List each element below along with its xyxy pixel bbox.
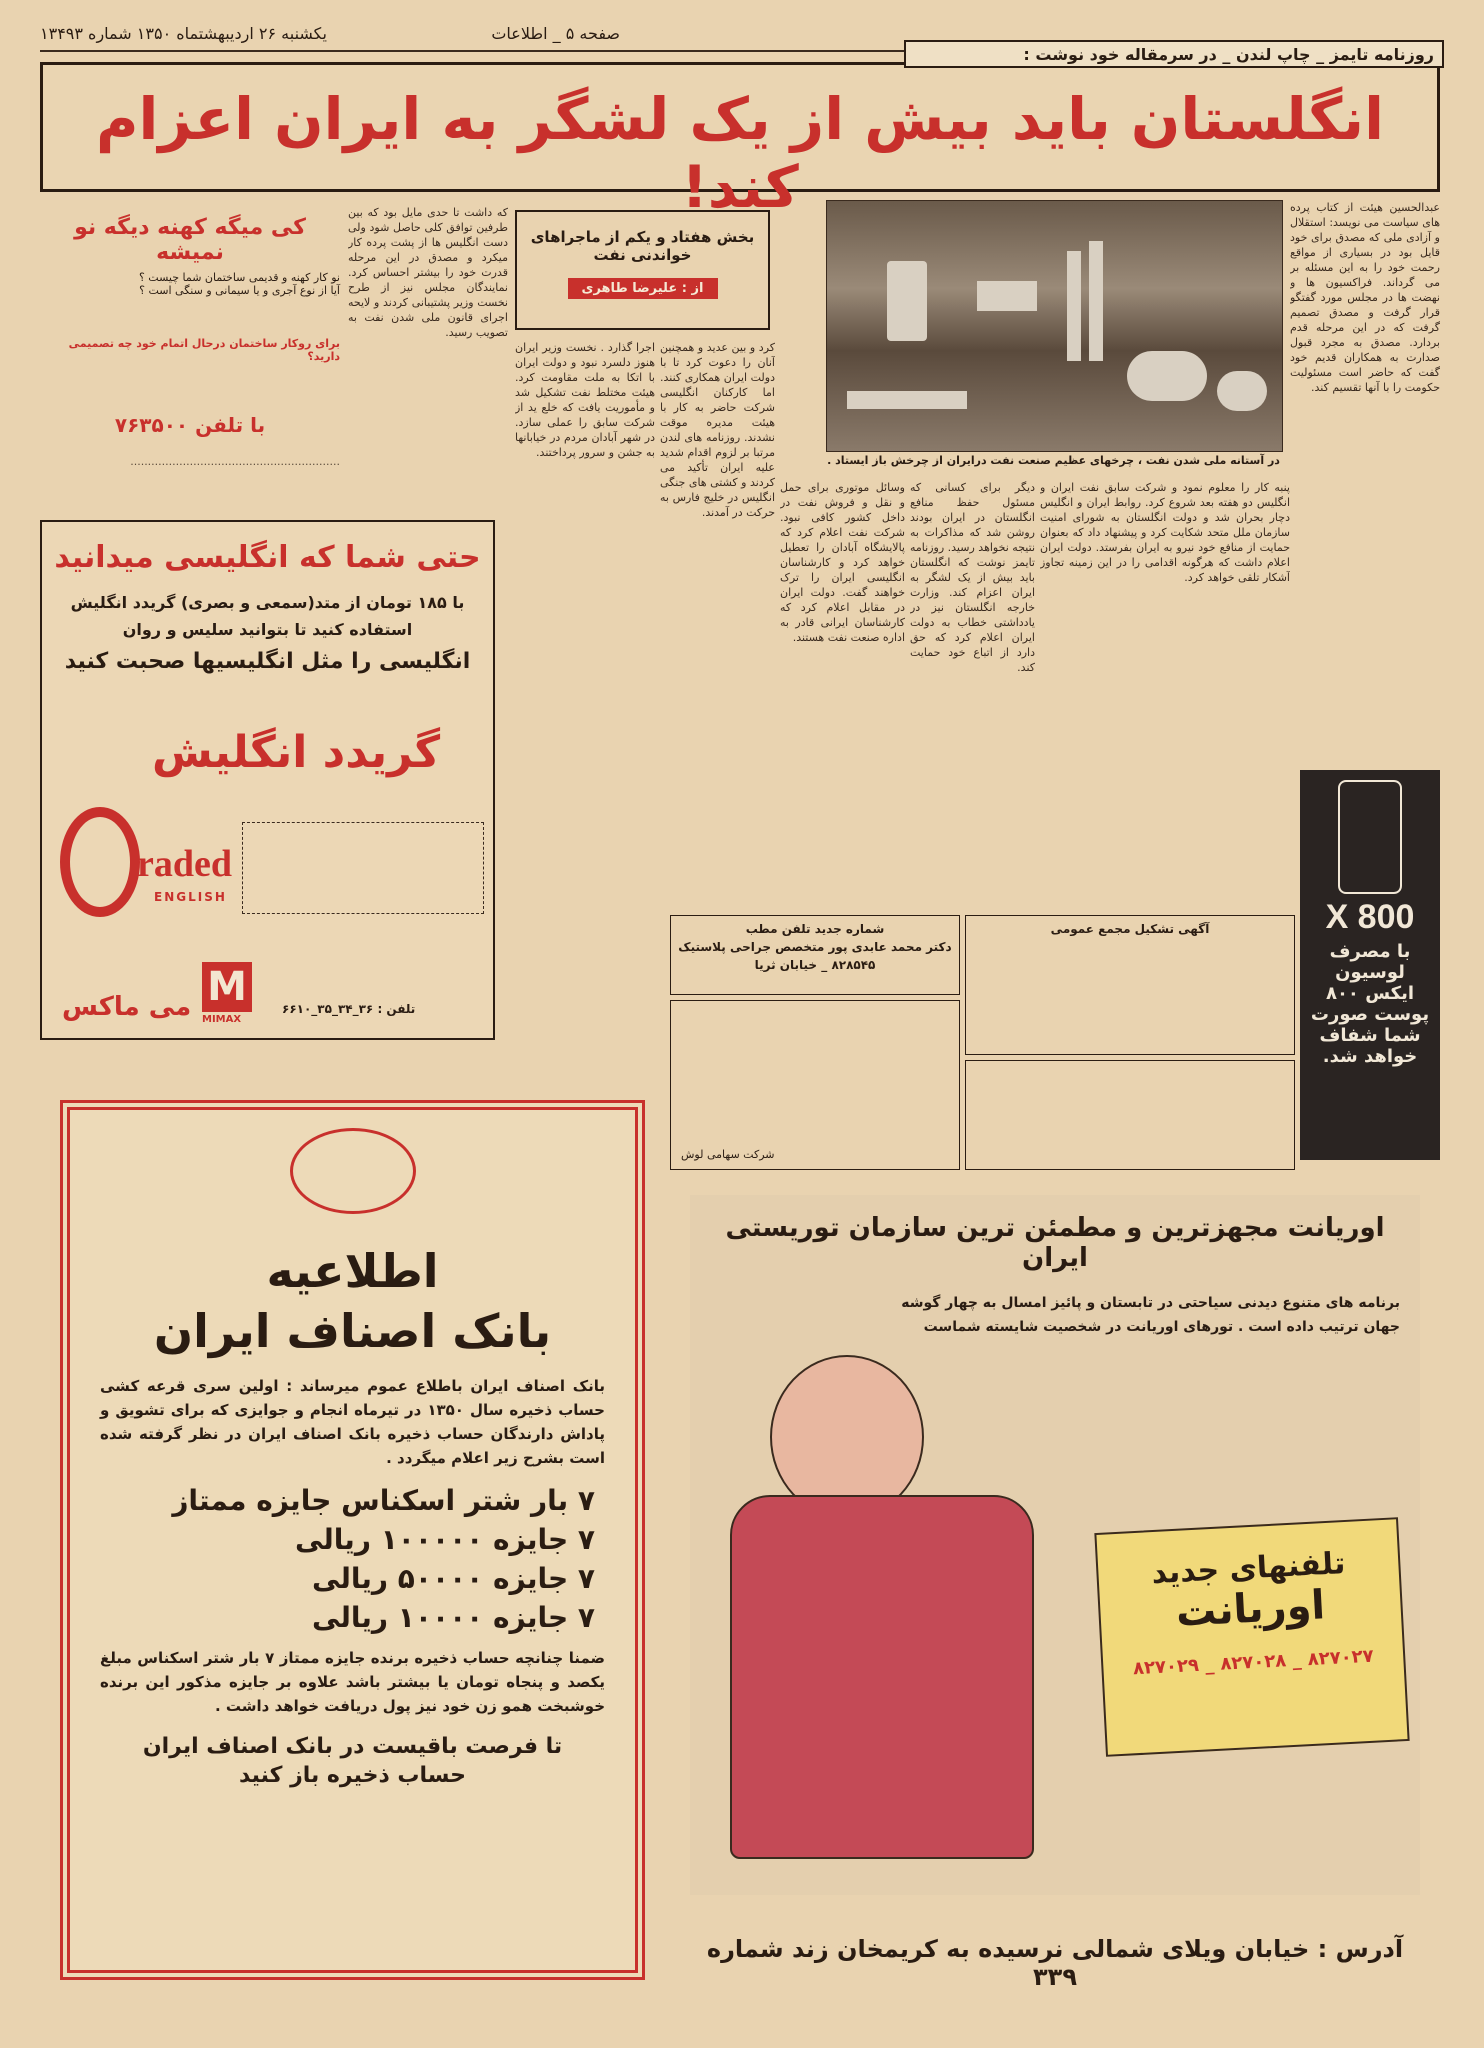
orient-sign1: تلفنهای جدید	[1150, 1546, 1347, 1592]
mimax-logo-icon: M	[202, 962, 252, 1012]
bank-close1: تا فرصت باقیست در بانک اصناف ایران	[142, 1734, 563, 1759]
man-body-illustration	[730, 1495, 1034, 1859]
article-column-3: دیگر برای کسانی که مسئول حفظ منافع انگلستان در ایران بودند روشن شد که مذاکرات به نتیجه نخواهد رسید. روزنامه تایمز نوشت که انگلستان باید بیش از یک لشگر به ایران اعزام کند. وزارت خارجه انگلستان نیز در یادداشتی خطاب به دولت ایران اعلام کرد که حق دارد از اتباع خود حمایت کند.	[910, 481, 1035, 674]
series-box	[515, 210, 770, 330]
page-number: صفحه ۵ _ اطلاعات	[491, 24, 620, 43]
x800-text3: ایکس ۸۰۰	[1325, 983, 1415, 1004]
banner-headline: انگلستان باید بیش از یک لشگر به ایران اعزام کند!	[96, 85, 1384, 221]
x800-brand: X 800	[1325, 898, 1415, 936]
issue-info: یکشنبه ۲۶ اردیبهشتماه ۱۳۵۰ شماره ۱۳۴۹۳	[40, 24, 327, 43]
bank-intro: بانک اصناف ایران باطلاع عموم میرساند : اولین سری قرعه کشی حساب ذخیره سال ۱۳۵۰ در تیرماه انجام و جوایزی که برای تشویق و پاداش دارندگان حساب ذخیره بانک اصناف ایران در نظر گرفته شده است بشرح زیر اعلام میگردد .	[100, 1377, 605, 1467]
orient-sign2: اوریانت	[1174, 1582, 1327, 1636]
banner	[40, 62, 1440, 221]
doctor-notice-title: شماره جدید تلفن مطب	[745, 922, 885, 936]
english-ad-line1: با ۱۸۵ تومان از متد(سمعی و بصری) گریدد انگلیش	[70, 593, 465, 612]
photo-caption: در آستانه ملی شدن نفت ، چرخهای عظیم صنعت نفت درایران از چرخش باز ایستاد .	[827, 454, 1280, 467]
english-ad-brand-en2: ENGLISH	[154, 890, 227, 904]
renovation-phone: با تلفن ۷۶۳۵۰۰	[114, 413, 266, 437]
meeting-company: شرکت سهامی لوش	[681, 1148, 775, 1161]
x800-text6: خواهد شد.	[1322, 1046, 1418, 1067]
article-column-1: عبدالحسین هیئت از کتاب پرده های سیاست می نویسد: استقلال و آزادی ملی که مصدق برای خود قایل بود در بسیاری از مواقع رحمت خود را به این مسئله بر می گرداند. فراکسیون ها و نهضت ها در مجلس مورد گفتگو قرار گرفت و مصدق تصمیم گرفت که در این مرحله قدم بردارد. مصدق به مجرد قبول صدارت به همکاران قدیم خود گفت که حاضر است مسئولیت حکومت را با آنها تقسیم کند.	[1290, 201, 1440, 394]
oil-refinery-photo	[826, 200, 1283, 452]
english-ad-brand: گریدد انگلیش	[152, 727, 441, 778]
bank-title2: بانک اصناف ایران	[153, 1304, 552, 1358]
renovation-line2: آیا از نوع آجری و یا سیمانی و سنگی است ؟	[139, 284, 340, 297]
graded-english-ad	[40, 520, 495, 1040]
bank-prize3: ۷ جایزه ۵۰۰۰۰ ریالی	[312, 1562, 595, 1595]
x800-text5: شما شفاف	[1319, 1025, 1421, 1046]
doctor-name: دکتر محمد عابدی پور متخصص جراحی پلاستیک	[678, 940, 952, 954]
renovation-line3: برای روکار ساختمان درحال اتمام خود چه تصمیمی دارید؟	[68, 337, 340, 363]
orient-phones: ۸۲۷۰۲۷ _ ۸۲۷۰۲۸ _ ۸۲۷۰۲۹	[1132, 1645, 1375, 1680]
bank-prize2: ۷ جایزه ۱۰۰۰۰۰ ریالی	[294, 1523, 595, 1556]
bank-prize1: ۷ بار شتر اسکناس جایزه ممتاز	[172, 1484, 595, 1517]
renovation-title: کی میگه کهنه دیگه نو نمیشه	[74, 215, 306, 265]
english-ad-brand-en: raded	[137, 843, 232, 885]
orient-tours-ad	[690, 1195, 1420, 1895]
renovation-line1: نو کار کهنه و قدیمی ساختمان شما چیست ؟	[138, 271, 340, 284]
company-notice	[965, 1060, 1295, 1170]
mimax-en: MIMAX	[202, 1014, 242, 1025]
x800-text1: با مصرف	[1329, 941, 1411, 962]
english-ad-line3: انگلیسی را مثل انگلیسیها صحبت کنید	[64, 649, 471, 674]
article-column-5: کرد و بین عدید و همچنین آنان را دعوت کرد تا با دولت ایران همکاری کنند. اما کارکنان انگلیسی شرکت حاضر به کار با هیئت مدیره موقت نشدند. روزنامه های لندن مرتبا بر لزوم اقدام شدید علیه ایران تأکید می کردند و کشتی های جنگی انگلیس در خلیج فارس به حرکت در آمدند.	[660, 341, 775, 519]
series-author: از : علیرضا طاهری	[568, 278, 718, 299]
bank-emblem-icon	[290, 1128, 416, 1214]
bank-prize4: ۷ جایزه ۱۰۰۰۰ ریالی	[312, 1601, 595, 1634]
orient-sub1: برنامه های متنوع دیدنی سیاحتی در تابستان و پائیز امسال به چهار گوشه	[901, 1295, 1400, 1311]
english-ad-line2: استفاده کنید تا بتوانید سلیس و روان	[122, 620, 413, 639]
article-column-4: وسائل موتوری برای حمل و نقل و فروش نفت در داخل کشور کافی نبود. شرکت نفت اعلام کرد که پالایشگاه آبادان را تعطیل خواهد کرد و کارشناسان انگلیسی ایران را ترک خواهند گفت. دولت ایران در مقابل اعلام کرد که کارشناسان ایرانی قادر به اداره صنعت نفت هستند.	[780, 481, 905, 644]
phone-sign	[1094, 1517, 1409, 1757]
english-ad-phone: تلفن : ۳۶_۳۴_۳۵_۶۶۱۰	[282, 1002, 416, 1016]
english-ad-title: حتی شما که انگلیسی میدانید	[54, 540, 481, 575]
renovation-ad: کی میگه کهنه دیگه نو نمیشه نو کار کهنه و قدیمی ساختمان شما چیست ؟ آیا از نوع آجری و یا سیمانی و سنگی است ؟ برای روکار ساختمان درحال اتمام خود چه تصمیمی دارید؟ با تلفن ۷۶۳۵۰۰ ............................................................	[40, 215, 340, 515]
banner-kicker: روزنامه تایمز _ چاپ لندن _ در سرمقاله خود نوشت :	[904, 40, 1444, 68]
x800-text4: پوست صورت	[1310, 1004, 1430, 1025]
bank-title1: اطلاعیه	[266, 1244, 439, 1298]
general-meeting-box	[670, 1000, 960, 1170]
bank-note: ضمنا چنانچه حساب ذخیره برنده جایزه ممتاز ۷ بار شتر اسکناس مبلغ یکصد و پنجاه تومان یا بیشتر باشد علاوه بر جایزه مذکور این برنده خوشبخت همو زن خود نیز پول دریافت خواهد داشت .	[100, 1649, 606, 1715]
mimax-label: می ماکس	[62, 992, 192, 1022]
x800-bottle-icon	[1338, 780, 1402, 894]
article-column-2: پنبه کار را معلوم نمود و شرکت سابق نفت ایران و انگلیس دو هفته بعد شروع کرد. روابط ایران و انگلیس دچار بحران شد و دولت انگلستان به شورای امنیت سازمان ملل متحد شکایت کرد و پیشنهاد داد که بعنوان حمایت از منافع خود نیرو به ایران بفرستد. دولت ایران اعلام داشت که هرگونه اقدامی را در این زمینه تجاوز آشکار تلقی خواهد کرد.	[1040, 481, 1290, 584]
x800-text2: لوسیون	[1335, 962, 1405, 983]
graded-spiral-icon	[60, 807, 140, 917]
bank-asnaf-notice	[60, 1100, 645, 1980]
article-column-6: اجرا گذارد . نخست وزیر ایران هنوز دلسرد نبود و دولت ایران با اتکا به ملت مقاومت کرد. هیئت مختلط نفت تشکیل شد و مأموریت یافت که خلع ید از شرکت سابق را عملی سازد. در شهر آبادان مردم در خیابانها به جشن و سرور پرداختند.	[515, 341, 655, 459]
orient-address: آدرس : خیابان ویلای شمالی نرسیده به کریمخان زند شماره ۳۳۹	[706, 1935, 1404, 1991]
doctor-notice	[670, 915, 960, 995]
meeting-notice	[965, 915, 1295, 1055]
article-column-7: که داشت تا حدی مایل بود که بین طرفین توافق کلی حاصل شود ولی دست انگلیس ها از پشت پرده کار میکرد و مصدق در این مرحله قدرت خود را بیشتر احساس کرد. نمایندگان مجلس نیز از طرح نخست وزیر پشتیبانی کردند و لایحه اجرای قانون ملی شدن نفت به تصویب رسید.	[348, 206, 508, 339]
series-label: بخش هفتاد و یکم از ماجراهای خواندنی نفت	[530, 228, 755, 264]
orient-headline: اوریانت مجهزترین و مطمئن ترین سازمان توریستی ایران	[725, 1213, 1385, 1273]
x800-ad	[1300, 770, 1440, 1160]
doctor-phone: ۸۲۸۵۴۵ _ خیابان ثریا	[754, 958, 876, 972]
meeting-notice-title: آگهی تشکیل مجمع عمومی	[1050, 922, 1210, 936]
order-coupon[interactable]	[242, 822, 484, 914]
bank-close2: حساب ذخیره باز کنید	[238, 1763, 467, 1788]
orient-sub2: جهان ترتیب داده است . تورهای اوریانت در شخصیت شایسته شماست	[923, 1319, 1400, 1335]
